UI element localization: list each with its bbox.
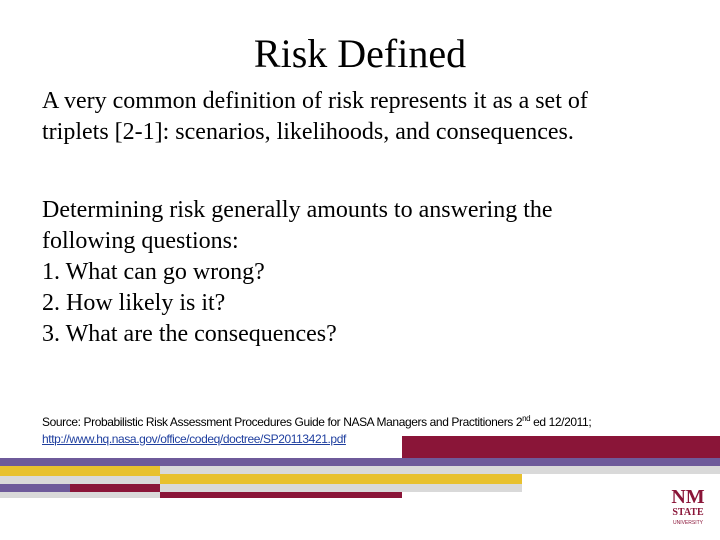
stripe [0,458,160,466]
stripe [70,484,160,492]
definition-line-1: A very common definition of risk represents it as a set of [42,88,588,114]
stripe [0,466,160,476]
source-date: ed 12/2011; [530,415,592,429]
question-item: 2. How likely is it? [42,290,226,316]
stripe [402,436,720,458]
slide-body [42,86,702,350]
source-superscript: nd [522,414,531,423]
stripe [0,492,160,498]
logo-text-university: UNIVERSITY [672,520,704,526]
questions-intro-line-1: Determining risk generally amounts to answering the [42,197,553,223]
question-item: 3. What are the consequences? [42,321,337,347]
stripe [160,492,402,498]
definition-line-2: triplets [2-1]: scenarios, likelihoods, and consequences. [42,119,574,145]
questions-intro-line-2: following questions: [42,228,239,254]
stripe [160,484,522,492]
source-text: Source: Probabilistic Risk Assessment Procedures Guide for NASA Managers and Practitioners 2 [42,415,523,429]
stripe [0,476,160,484]
source-link[interactable]: http://www.hq.nasa.gov/office/codeq/doctree/SP20113421.pdf [42,432,346,446]
question-item: 1. What can go wrong? [42,259,265,285]
logo-text-nm: NM [671,486,705,508]
stripe [160,474,522,484]
stripe [0,484,70,492]
stripe [402,458,720,466]
stripe [160,466,402,474]
logo-text-state: STATE [672,507,704,518]
stripe [402,466,720,474]
slide-title: Risk Defined [253,31,467,76]
stripe [160,458,402,466]
nmsu-logo [664,484,712,528]
